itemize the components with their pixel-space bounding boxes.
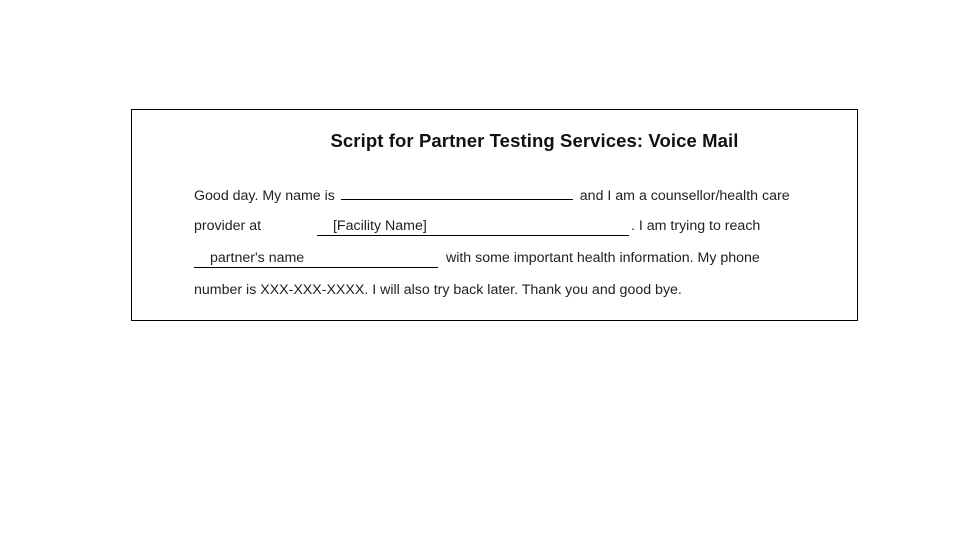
line2-text-before: provider at (194, 218, 262, 234)
facility-name-field (317, 218, 629, 236)
script-line-4: number is XXX-XXX-XXXX. I will also try back later. Thank you and good bye. (194, 282, 682, 298)
script-line-1 (194, 185, 790, 205)
script-title: Script for Partner Testing Services: Voice Mail (330, 130, 739, 151)
script-line-2 (194, 217, 760, 236)
script-line-3 (194, 249, 760, 268)
facility-name-placeholder: [Facility Name] (332, 218, 427, 234)
script-box (131, 109, 858, 321)
line1-text-before: Good day. My name is (194, 188, 335, 204)
line3-text-after: with some important health information. My phone (445, 250, 760, 266)
line2-text-after: . I am trying to reach (630, 218, 761, 234)
partner-name-field (194, 250, 438, 268)
line1-text-after: and I am a counsellor/health care (579, 188, 790, 204)
partner-name-placeholder: partner's name (210, 250, 305, 266)
name-blank (341, 185, 573, 200)
